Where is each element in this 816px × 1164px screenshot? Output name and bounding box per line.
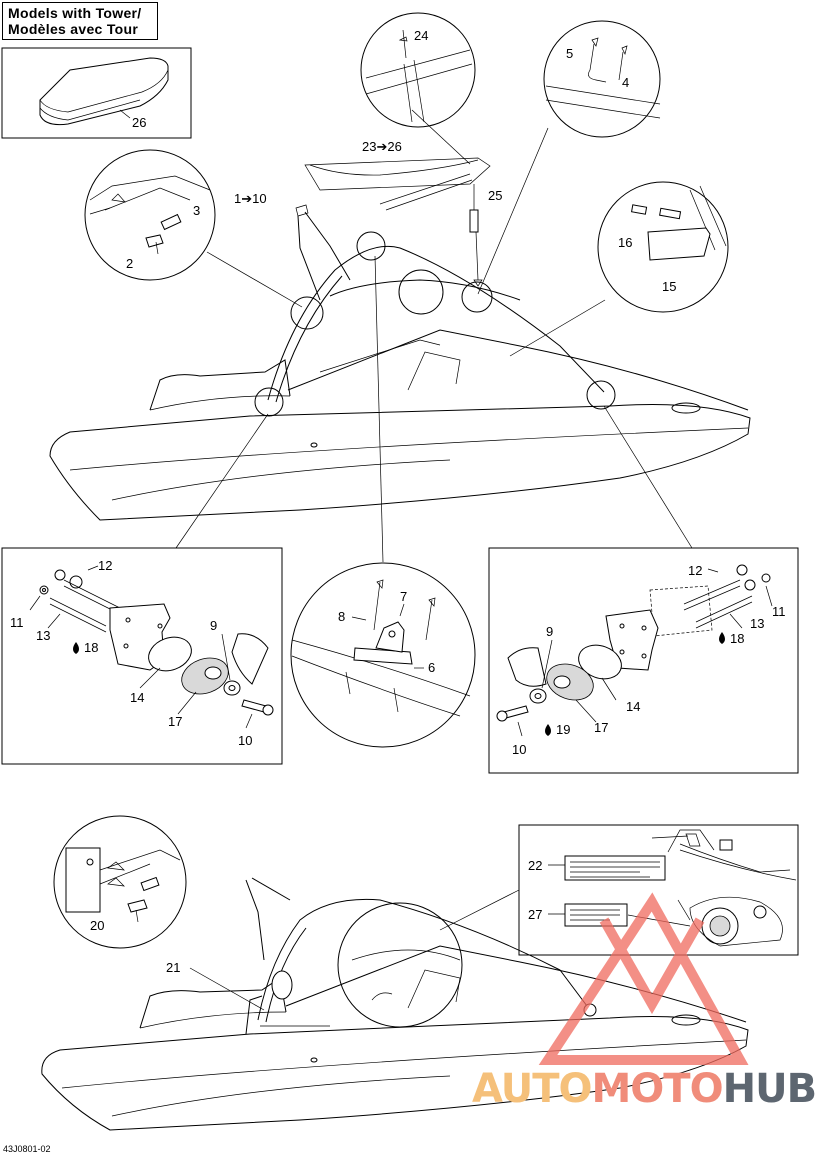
diagram-code: 43J0801-02 bbox=[3, 1144, 51, 1154]
callout-21: 21 bbox=[166, 960, 181, 975]
decal-22 bbox=[565, 856, 665, 880]
drop-icon bbox=[73, 642, 79, 654]
callout-left-12: 12 bbox=[98, 558, 113, 573]
drop-icon bbox=[719, 632, 725, 644]
callout-3: 3 bbox=[193, 203, 201, 218]
callout-6: 6 bbox=[428, 660, 436, 675]
callout-left-18: 18 bbox=[84, 640, 99, 655]
callout-right-11: 11 bbox=[772, 604, 786, 619]
callout-7: 7 bbox=[400, 589, 408, 604]
callout-right-19: 19 bbox=[556, 722, 571, 737]
drop-icon bbox=[545, 724, 551, 736]
callout-1-10: 1➔10 bbox=[234, 191, 267, 206]
box-decals bbox=[519, 825, 798, 955]
cushion-part bbox=[40, 58, 168, 125]
callout-left-17: 17 bbox=[168, 714, 183, 729]
callout-27: 27 bbox=[528, 907, 543, 922]
callout-right-17: 17 bbox=[594, 720, 609, 735]
tower-accessory bbox=[305, 158, 490, 286]
callout-15: 15 bbox=[662, 279, 677, 294]
left-mount-parts bbox=[40, 570, 273, 715]
tower-frame bbox=[255, 205, 615, 416]
callout-right-14: 14 bbox=[626, 699, 641, 714]
callout-20: 20 bbox=[90, 918, 105, 933]
callout-16: 16 bbox=[618, 235, 633, 250]
watermark-part-1: AUTO bbox=[472, 1066, 592, 1112]
callout-right-18: 18 bbox=[730, 631, 745, 646]
watermark-text bbox=[472, 1066, 816, 1112]
title-line-2: Modèles avec Tour bbox=[8, 21, 139, 37]
callout-4: 4 bbox=[622, 75, 630, 90]
callout-left-9: 9 bbox=[210, 618, 218, 633]
callout-right-13: 13 bbox=[750, 616, 765, 631]
callout-labels bbox=[10, 28, 786, 975]
callout-5: 5 bbox=[566, 46, 574, 61]
callout-right-12: 12 bbox=[688, 563, 703, 578]
callout-left-10: 10 bbox=[238, 733, 253, 748]
callout-right-9: 9 bbox=[546, 624, 554, 639]
detail-circle-5-4 bbox=[544, 21, 660, 137]
callout-25: 25 bbox=[488, 188, 503, 203]
title-line-1: Models with Tower/ bbox=[8, 5, 142, 21]
watermark-part-3: HUB bbox=[722, 1066, 816, 1112]
tower-frame-bottom bbox=[246, 878, 596, 1034]
callout-23-26: 23➔26 bbox=[362, 139, 402, 154]
detail-circle-20 bbox=[54, 816, 186, 948]
boat-top bbox=[50, 330, 750, 520]
detail-circle-6-7-8 bbox=[291, 563, 475, 747]
title-box bbox=[2, 2, 158, 40]
callout-right-10: 10 bbox=[512, 742, 527, 757]
callout-26-box: 26 bbox=[132, 115, 147, 130]
callout-24: 24 bbox=[414, 28, 429, 43]
decals bbox=[565, 830, 796, 946]
watermark-part-2: MOTO bbox=[591, 1066, 723, 1112]
callout-8: 8 bbox=[338, 609, 346, 624]
callout-2: 2 bbox=[126, 256, 134, 271]
callout-left-14: 14 bbox=[130, 690, 145, 705]
callout-left-13: 13 bbox=[36, 628, 51, 643]
callout-left-11: 11 bbox=[10, 615, 24, 630]
callout-22: 22 bbox=[528, 858, 543, 873]
